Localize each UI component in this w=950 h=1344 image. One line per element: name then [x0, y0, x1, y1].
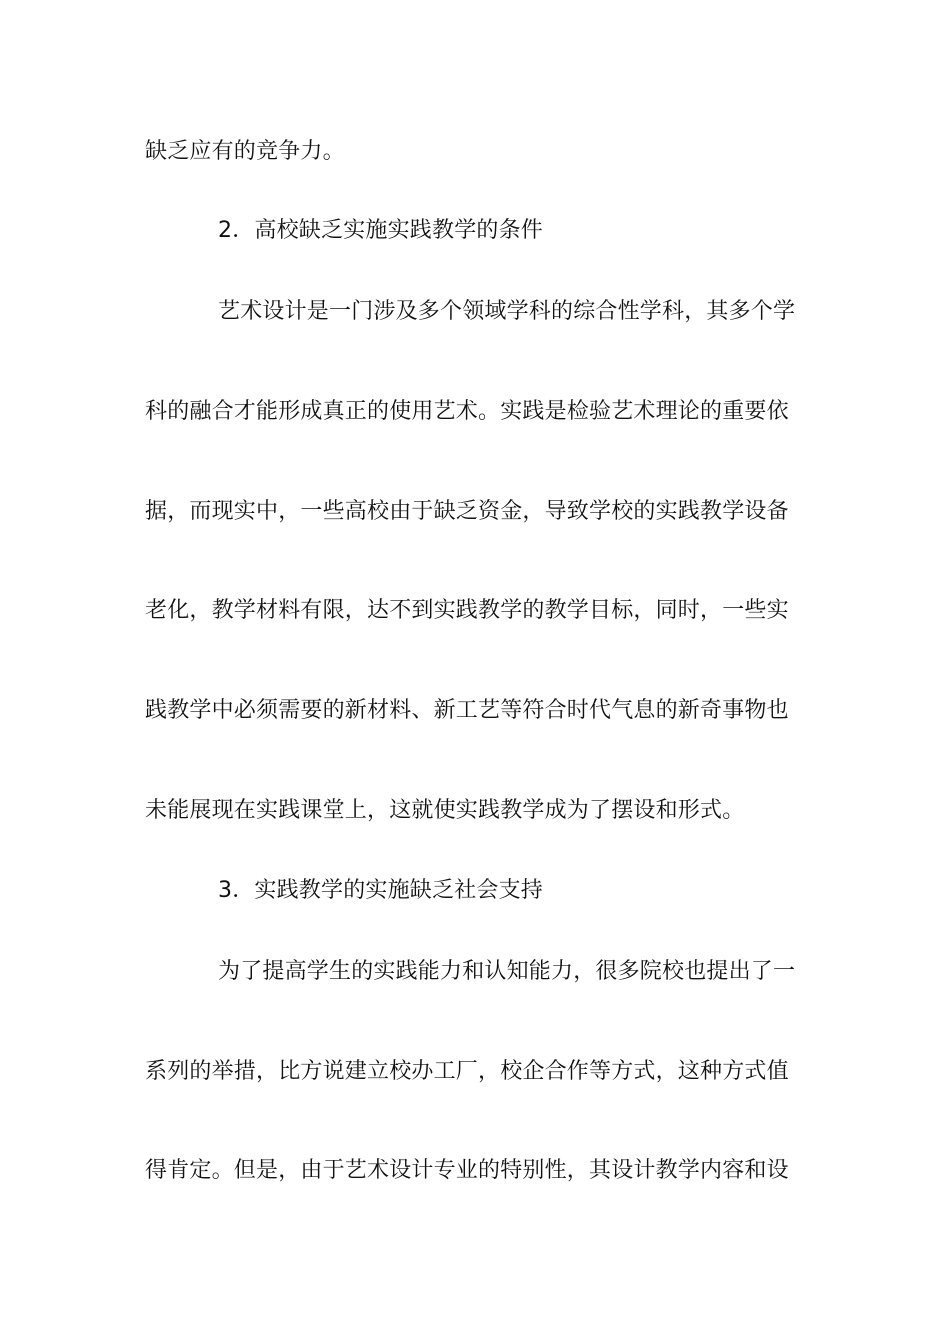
paragraph-line: 据，而现实中，一些高校由于缺乏资金，导致学校的实践教学设备 — [145, 499, 789, 524]
section-heading: 3．实践教学的实施缺乏社会支持 — [218, 878, 543, 903]
paragraph-line: 缺乏应有的竞争力。 — [145, 139, 345, 164]
paragraph-line: 践教学中必须需要的新材料、新工艺等符合时代气息的新奇事物也 — [145, 698, 789, 723]
section-heading: 2．高校缺乏实施实践教学的条件 — [218, 218, 543, 243]
paragraph-line: 科的融合才能形成真正的使用艺术。实践是检验艺术理论的重要依 — [145, 399, 789, 424]
paragraph-line: 艺术设计是一门涉及多个领域学科的综合性学科，其多个学 — [218, 299, 796, 324]
paragraph-line: 得肯定。但是，由于艺术设计专业的特别性，其设计教学内容和设 — [145, 1158, 789, 1183]
paragraph-line: 未能展现在实践课堂上，这就使实践教学成为了摆设和形式。 — [145, 798, 745, 823]
paragraph-line: 老化，教学材料有限，达不到实践教学的教学目标，同时，一些实 — [145, 598, 789, 623]
paragraph-line: 系列的举措，比方说建立校办工厂，校企合作等方式，这种方式值 — [145, 1059, 789, 1084]
paragraph-line: 为了提高学生的实践能力和认知能力，很多院校也提出了一 — [218, 959, 796, 984]
